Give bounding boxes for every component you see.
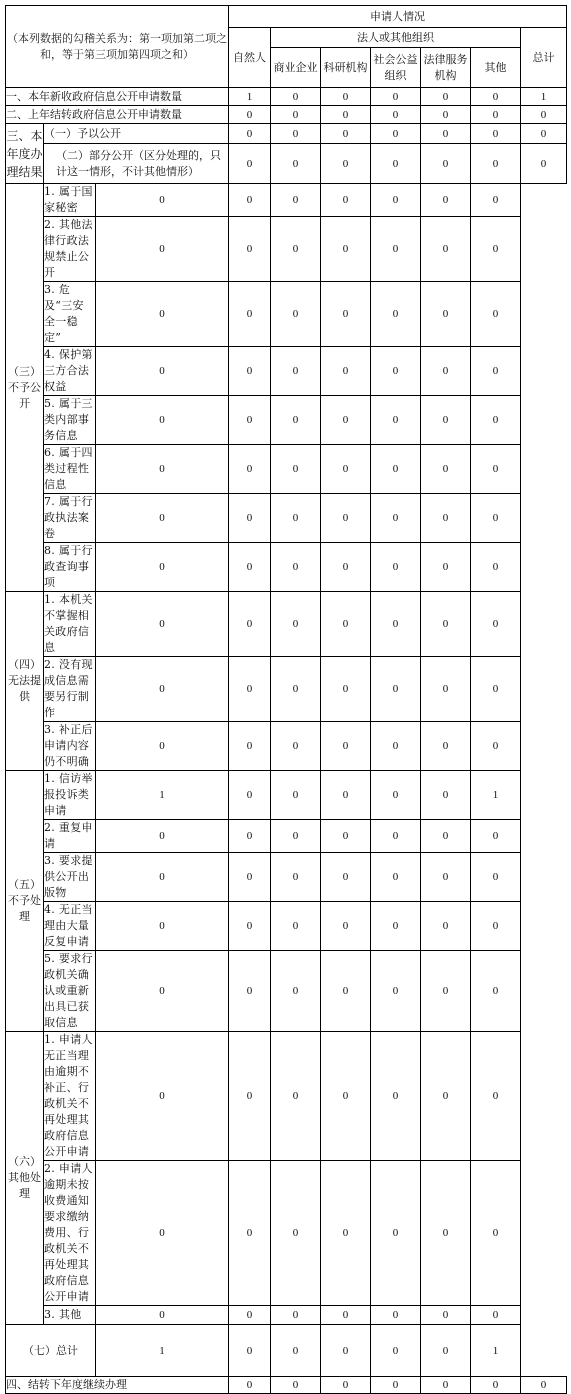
value-cell: 0	[321, 657, 371, 722]
value-cell: 0	[96, 347, 229, 396]
value-cell: 0	[421, 1032, 471, 1161]
value-cell: 0	[371, 657, 421, 722]
group-label-refused: （三）不予公开	[6, 184, 44, 592]
value-cell: 0	[271, 1032, 321, 1161]
value-cell: 0	[96, 445, 229, 494]
value-cell: 0	[471, 1161, 521, 1306]
item-label: 1. 申请人无正当理由逾期不补正、行政机关不再处理其政府信息公开申请	[44, 1032, 96, 1161]
value-cell: 0	[421, 1377, 471, 1394]
value-cell: 0	[421, 1161, 471, 1306]
value-cell: 0	[471, 1377, 521, 1394]
value-cell: 0	[471, 951, 521, 1032]
item-label: 1. 本机关不掌握相关政府信息	[44, 592, 96, 657]
value-cell: 0	[229, 1325, 271, 1377]
value-cell: 0	[229, 184, 271, 217]
value-cell: 0	[229, 592, 271, 657]
value-cell: 0	[521, 124, 567, 144]
value-cell: 0	[321, 184, 371, 217]
row-unable-to-provide-item	[6, 592, 567, 657]
item-label: 3. 其他	[44, 1306, 96, 1325]
value-cell: 0	[421, 543, 471, 592]
value-cell: 0	[229, 144, 271, 184]
value-cell: 0	[321, 1377, 371, 1394]
value-cell: 0	[321, 124, 371, 144]
item-label: 2. 没有现成信息需要另行制作	[44, 657, 96, 722]
value-cell: 0	[271, 1325, 321, 1377]
value-cell: 0	[229, 1161, 271, 1306]
row-label: （一）予以公开	[44, 124, 229, 144]
value-cell: 0	[421, 853, 471, 902]
item-label: 1. 信访举报投诉类申请	[44, 771, 96, 820]
value-cell: 0	[471, 144, 521, 184]
value-cell: 0	[271, 88, 321, 106]
value-cell: 0	[96, 951, 229, 1032]
value-cell: 0	[371, 1306, 421, 1325]
value-cell: 1	[96, 771, 229, 820]
item-label: 2. 其他法律行政法规禁止公开	[44, 217, 96, 282]
disclosure-stats-table	[5, 5, 567, 1394]
item-label: 2. 重复申请	[44, 820, 96, 853]
value-cell: 0	[421, 902, 471, 951]
value-cell: 0	[371, 820, 421, 853]
value-cell: 0	[421, 217, 471, 282]
value-cell: 0	[471, 1032, 521, 1161]
value-cell: 0	[271, 106, 321, 124]
header-total: 总计	[521, 28, 567, 88]
header-social: 社会公益组织	[371, 48, 421, 88]
value-cell: 0	[96, 1032, 229, 1161]
value-cell: 0	[271, 592, 321, 657]
value-cell: 0	[421, 347, 471, 396]
section-three-label: 三、本年度办理结果	[6, 124, 44, 184]
value-cell: 0	[321, 543, 371, 592]
header-natural-person: 自然人	[229, 28, 271, 88]
value-cell: 0	[371, 106, 421, 124]
value-cell: 0	[521, 144, 567, 184]
value-cell: 0	[421, 396, 471, 445]
value-cell: 0	[321, 1325, 371, 1377]
group-label-unable-to-provide: （四）无法提供	[6, 592, 44, 771]
row-label: 一、本年新收政府信息公开申请数量	[6, 88, 229, 106]
value-cell: 0	[271, 1377, 321, 1394]
value-cell: 0	[371, 1032, 421, 1161]
value-cell: 0	[229, 445, 271, 494]
value-cell: 0	[371, 445, 421, 494]
value-cell: 0	[96, 282, 229, 347]
value-cell: 0	[271, 445, 321, 494]
value-cell: 0	[96, 902, 229, 951]
row-new-applications	[6, 88, 567, 106]
value-cell: 0	[471, 184, 521, 217]
header-note: （本列数据的勾稽关系为：第一项加第二项之和，等于第三项加第四项之和）	[6, 6, 229, 88]
row-disclosed	[6, 124, 567, 144]
row-refused-item	[6, 396, 567, 445]
value-cell: 0	[229, 106, 271, 124]
group-label-other-processing: （六）其他处理	[6, 1032, 44, 1325]
value-cell: 0	[471, 217, 521, 282]
value-cell: 0	[421, 124, 471, 144]
value-cell: 0	[229, 124, 271, 144]
value-cell: 0	[271, 124, 321, 144]
row-refused-item	[6, 347, 567, 396]
value-cell: 0	[229, 771, 271, 820]
value-cell: 0	[471, 657, 521, 722]
value-cell: 0	[371, 771, 421, 820]
value-cell: 0	[229, 347, 271, 396]
value-cell: 1	[229, 88, 271, 106]
value-cell: 0	[371, 282, 421, 347]
value-cell: 0	[521, 1377, 567, 1394]
value-cell: 0	[421, 951, 471, 1032]
row-unable-to-provide-item	[6, 657, 567, 722]
value-cell: 1	[96, 1325, 229, 1377]
value-cell: 1	[471, 1325, 521, 1377]
value-cell: 0	[371, 88, 421, 106]
value-cell: 0	[96, 543, 229, 592]
value-cell: 0	[321, 902, 371, 951]
value-cell: 0	[271, 396, 321, 445]
value-cell: 0	[321, 1306, 371, 1325]
item-label: 5. 要求行政机关确认或重新出具已获取信息	[44, 951, 96, 1032]
value-cell: 0	[229, 902, 271, 951]
value-cell: 0	[271, 902, 321, 951]
row-not-processed-item	[6, 951, 567, 1032]
value-cell: 0	[271, 657, 321, 722]
value-cell: 0	[229, 282, 271, 347]
header-commercial: 商业企业	[271, 48, 321, 88]
value-cell: 0	[371, 347, 421, 396]
value-cell: 0	[471, 124, 521, 144]
row-carried-over	[6, 106, 567, 124]
value-cell: 0	[229, 217, 271, 282]
value-cell: 0	[96, 396, 229, 445]
value-cell: 0	[371, 1325, 421, 1377]
value-cell: 0	[271, 771, 321, 820]
value-cell: 0	[271, 347, 321, 396]
value-cell: 0	[321, 106, 371, 124]
value-cell: 0	[521, 106, 567, 124]
value-cell: 0	[229, 1306, 271, 1325]
item-label: 3. 要求提供公开出版物	[44, 853, 96, 902]
value-cell: 0	[421, 88, 471, 106]
value-cell: 0	[321, 347, 371, 396]
value-cell: 0	[96, 217, 229, 282]
row-other-processing-item	[6, 1161, 567, 1306]
value-cell: 0	[271, 1161, 321, 1306]
value-cell: 0	[371, 494, 421, 543]
value-cell: 0	[271, 184, 321, 217]
value-cell: 0	[229, 543, 271, 592]
value-cell: 0	[271, 144, 321, 184]
row-carry-forward	[6, 1377, 567, 1394]
header-other: 其他	[471, 48, 521, 88]
row-refused-item	[6, 543, 567, 592]
value-cell: 0	[421, 494, 471, 543]
value-cell: 0	[371, 853, 421, 902]
value-cell: 0	[229, 722, 271, 771]
item-label: 5. 属于三类内部事务信息	[44, 396, 96, 445]
value-cell: 0	[96, 722, 229, 771]
value-cell: 0	[421, 1306, 471, 1325]
value-cell: 0	[321, 144, 371, 184]
value-cell: 0	[229, 1377, 271, 1394]
value-cell: 0	[229, 951, 271, 1032]
row-not-processed-item	[6, 771, 567, 820]
value-cell: 0	[371, 124, 421, 144]
value-cell: 1	[521, 88, 567, 106]
row-not-processed-item	[6, 820, 567, 853]
value-cell: 0	[321, 1161, 371, 1306]
value-cell: 0	[321, 951, 371, 1032]
value-cell: 0	[421, 771, 471, 820]
value-cell: 0	[421, 445, 471, 494]
item-label: 7. 属于行政执法案卷	[44, 494, 96, 543]
value-cell: 0	[371, 1377, 421, 1394]
row-unable-to-provide-item	[6, 722, 567, 771]
value-cell: 0	[321, 217, 371, 282]
value-cell: 0	[321, 722, 371, 771]
row-other-processing-item	[6, 1032, 567, 1161]
value-cell: 0	[371, 184, 421, 217]
value-cell: 0	[321, 771, 371, 820]
row-refused-item	[6, 445, 567, 494]
value-cell: 0	[271, 722, 321, 771]
value-cell: 0	[471, 494, 521, 543]
row-label: （二）部分公开（区分处理的，只计这一情形，不计其他情形）	[44, 144, 229, 184]
value-cell: 0	[271, 820, 321, 853]
item-label: 4. 保护第三方合法权益	[44, 347, 96, 396]
value-cell: 0	[421, 592, 471, 657]
value-cell: 0	[421, 106, 471, 124]
value-cell: 1	[471, 771, 521, 820]
value-cell: 0	[321, 853, 371, 902]
value-cell: 0	[471, 853, 521, 902]
row-total	[6, 1325, 567, 1377]
value-cell: 0	[371, 951, 421, 1032]
value-cell: 0	[321, 396, 371, 445]
value-cell: 0	[271, 853, 321, 902]
value-cell: 0	[321, 820, 371, 853]
item-label: 8. 属于行政查询事项	[44, 543, 96, 592]
item-label: 6. 属于四类过程性信息	[44, 445, 96, 494]
value-cell: 0	[96, 853, 229, 902]
value-cell: 0	[471, 396, 521, 445]
value-cell: 0	[96, 592, 229, 657]
value-cell: 0	[271, 543, 321, 592]
value-cell: 0	[271, 282, 321, 347]
row-not-processed-item	[6, 902, 567, 951]
value-cell: 0	[321, 592, 371, 657]
row-refused-item	[6, 217, 567, 282]
header-legal-org: 法人或其他组织	[271, 28, 521, 48]
value-cell: 0	[471, 543, 521, 592]
value-cell: 0	[321, 1032, 371, 1161]
row-refused-item	[6, 494, 567, 543]
header-research: 科研机构	[321, 48, 371, 88]
value-cell: 0	[471, 347, 521, 396]
value-cell: 0	[229, 1032, 271, 1161]
value-cell: 0	[271, 494, 321, 543]
value-cell: 0	[471, 88, 521, 106]
item-label: 4. 无正当理由大量反复申请	[44, 902, 96, 951]
header-applicant: 申请人情况	[229, 6, 567, 28]
item-label: 3. 补正后申请内容仍不明确	[44, 722, 96, 771]
value-cell: 0	[96, 184, 229, 217]
row-refused-item	[6, 184, 567, 217]
value-cell: 0	[96, 820, 229, 853]
value-cell: 0	[371, 592, 421, 657]
value-cell: 0	[471, 820, 521, 853]
value-cell: 0	[421, 144, 471, 184]
value-cell: 0	[471, 445, 521, 494]
value-cell: 0	[471, 902, 521, 951]
value-cell: 0	[271, 1306, 321, 1325]
value-cell: 0	[471, 722, 521, 771]
value-cell: 0	[471, 106, 521, 124]
value-cell: 0	[421, 722, 471, 771]
value-cell: 0	[96, 1161, 229, 1306]
value-cell: 0	[371, 1161, 421, 1306]
item-label: 3. 危及“三安全一稳定”	[44, 282, 96, 347]
value-cell: 0	[229, 820, 271, 853]
row-refused-item	[6, 282, 567, 347]
group-label-not-processed: （五）不予处理	[6, 771, 44, 1032]
value-cell: 0	[271, 951, 321, 1032]
value-cell: 0	[421, 657, 471, 722]
value-cell: 0	[371, 144, 421, 184]
value-cell: 0	[271, 217, 321, 282]
value-cell: 0	[229, 853, 271, 902]
value-cell: 0	[321, 282, 371, 347]
header-legal-service: 法律服务机构	[421, 48, 471, 88]
row-label: 二、上年结转政府信息公开申请数量	[6, 106, 229, 124]
value-cell: 0	[371, 902, 421, 951]
value-cell: 0	[229, 396, 271, 445]
value-cell: 0	[96, 657, 229, 722]
row-label: 四、结转下年度继续办理	[6, 1377, 229, 1394]
item-label: 1. 属于国家秘密	[44, 184, 96, 217]
value-cell: 0	[371, 722, 421, 771]
value-cell: 0	[421, 1325, 471, 1377]
value-cell: 0	[371, 396, 421, 445]
value-cell: 0	[321, 494, 371, 543]
value-cell: 0	[471, 282, 521, 347]
value-cell: 0	[229, 494, 271, 543]
value-cell: 0	[96, 1306, 229, 1325]
row-label: （七）总计	[6, 1325, 96, 1377]
value-cell: 0	[421, 820, 471, 853]
value-cell: 0	[371, 543, 421, 592]
row-partially-disclosed	[6, 144, 567, 184]
item-label: 2. 申请人逾期未按收费通知要求缴纳费用、行政机关不再处理其政府信息公开申请	[44, 1161, 96, 1306]
value-cell: 0	[471, 592, 521, 657]
value-cell: 0	[96, 494, 229, 543]
value-cell: 0	[321, 88, 371, 106]
value-cell: 0	[321, 445, 371, 494]
value-cell: 0	[471, 1306, 521, 1325]
value-cell: 0	[371, 217, 421, 282]
value-cell: 0	[229, 657, 271, 722]
value-cell: 0	[421, 282, 471, 347]
value-cell: 0	[421, 184, 471, 217]
row-other-processing-item	[6, 1306, 567, 1325]
